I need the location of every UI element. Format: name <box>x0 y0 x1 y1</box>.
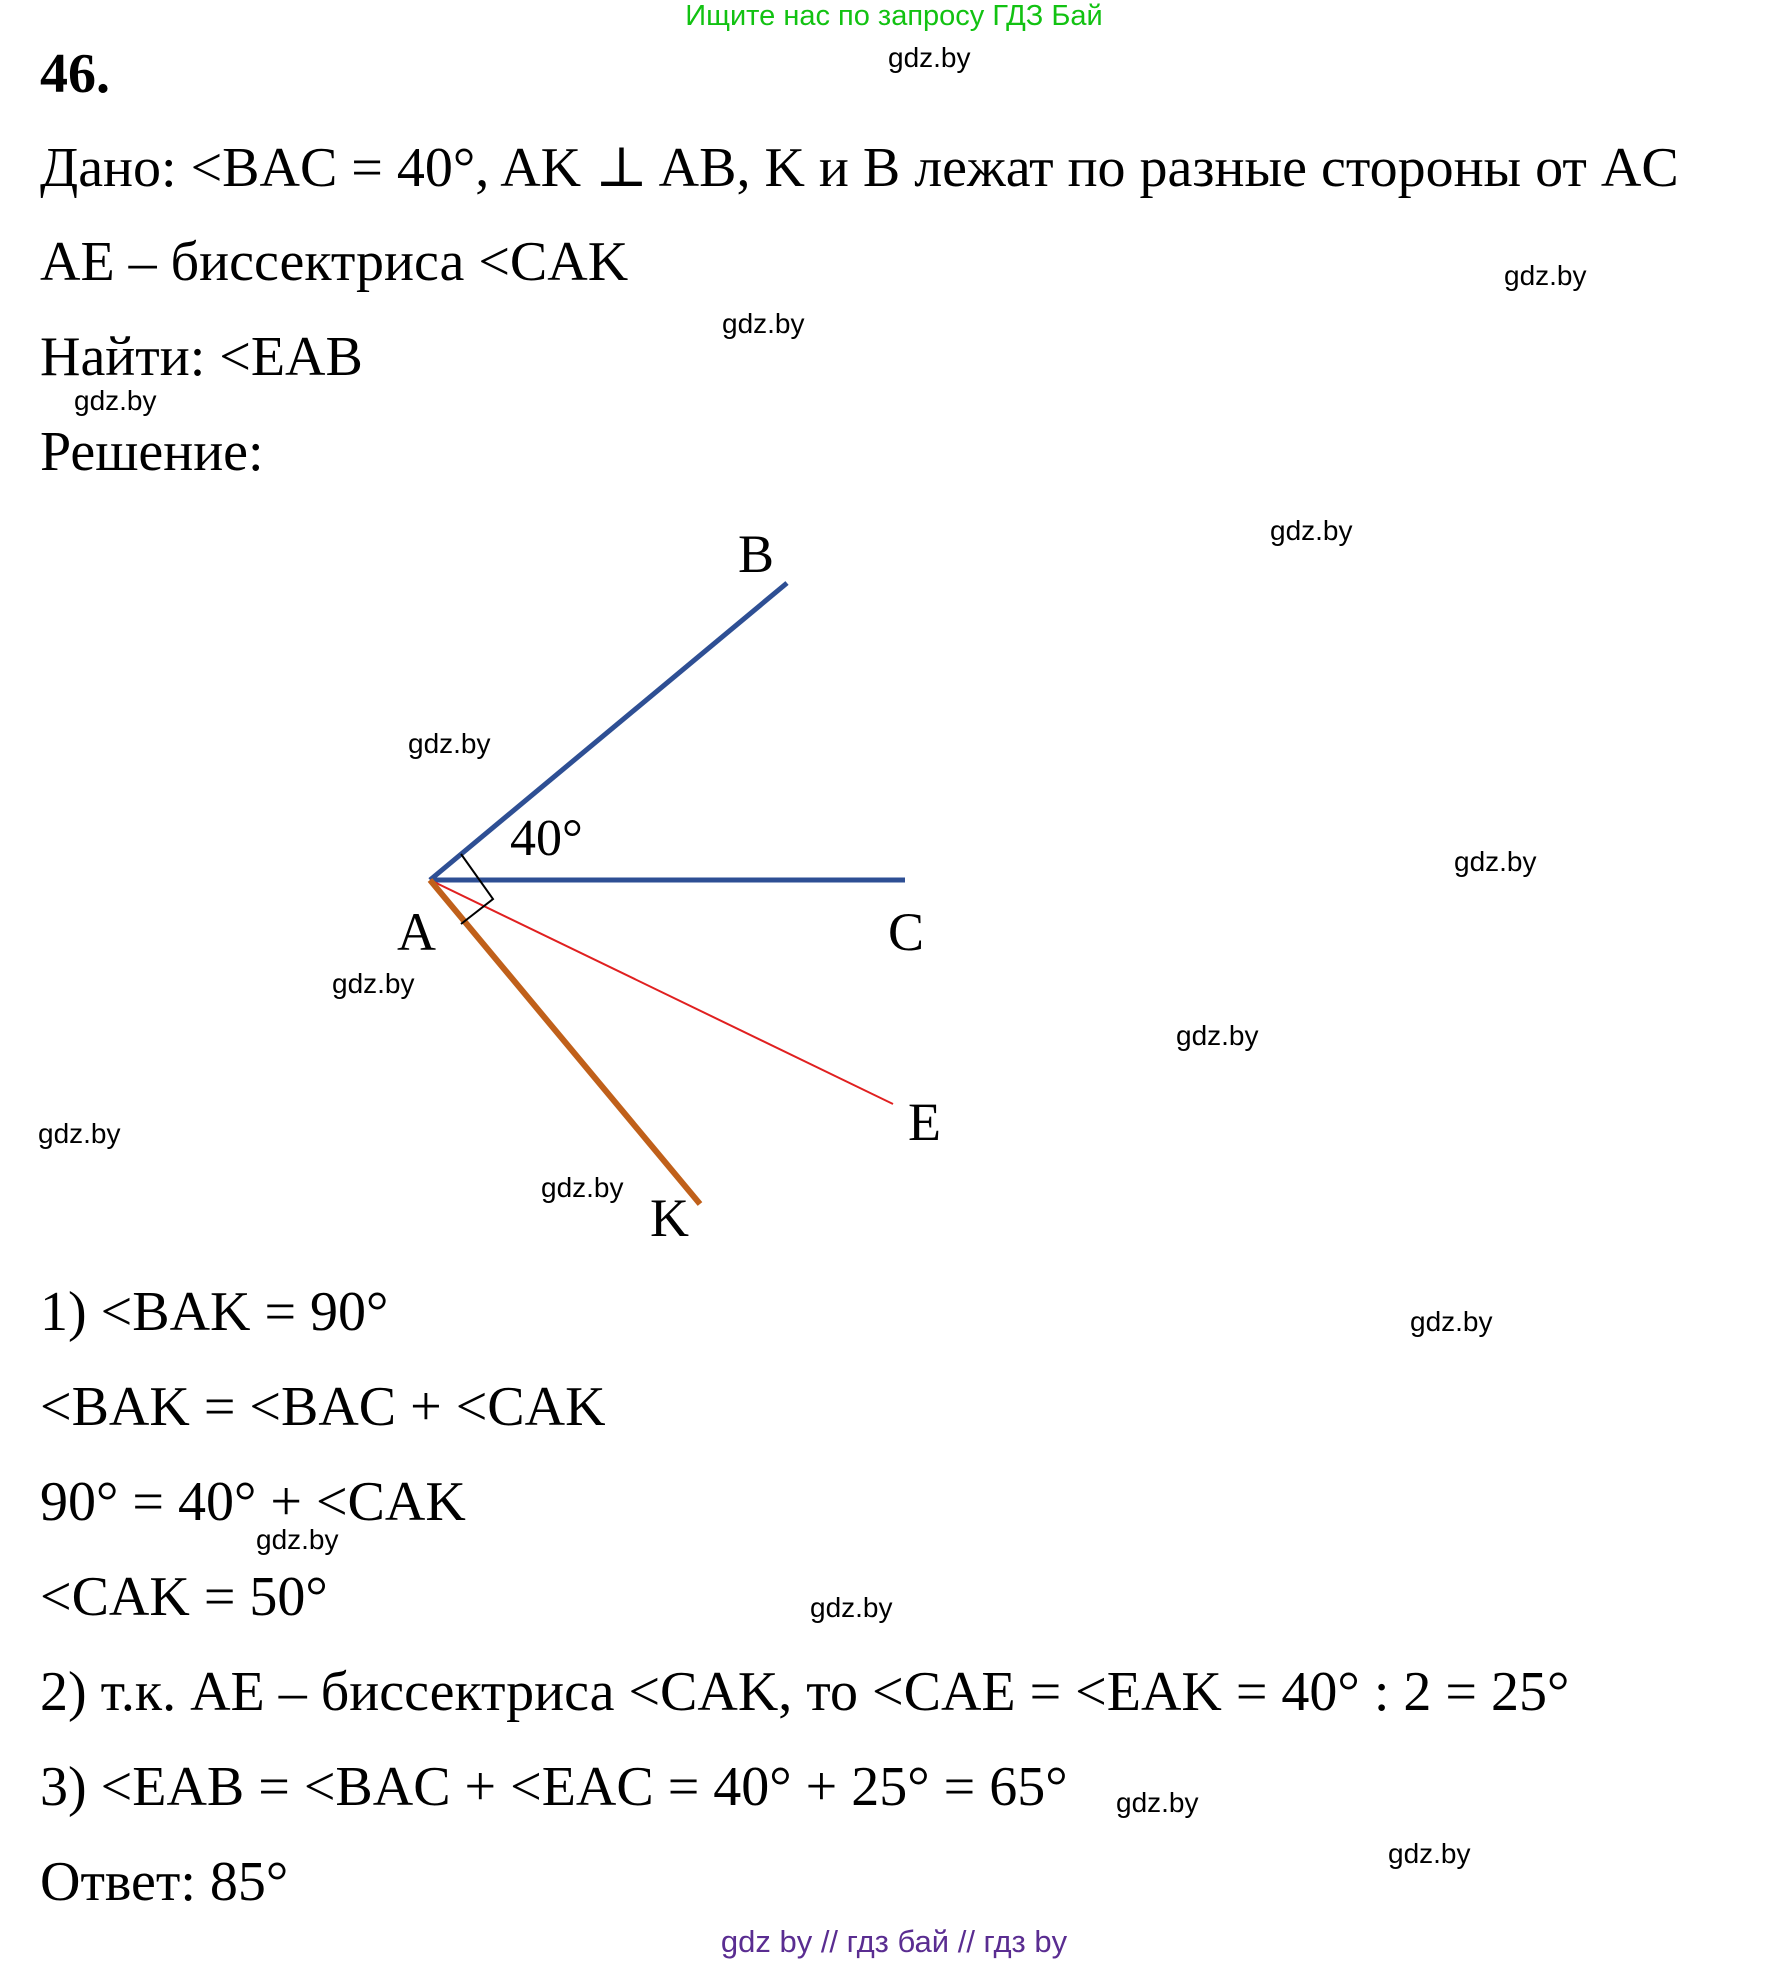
ray-ae <box>430 880 893 1104</box>
label-k: K <box>650 1188 689 1248</box>
step-1c: 90° = 40° + <CAK <box>40 1471 466 1533</box>
watermark: gdz.by <box>1176 1020 1259 1051</box>
banner: Ищите нас по запросу ГДЗ Бай <box>685 0 1103 32</box>
step-2: 2) т.к. AE – биссектриса <CAK, то <CAE = <EAK = 40° : 2 = 25° <box>40 1661 1570 1723</box>
watermark: gdz.by <box>1116 1787 1199 1818</box>
given-line-1: Дано: <BAC = 40°, AK ⊥ AB, K и B лежат по разные стороны от AC <box>40 137 1679 199</box>
step-1d: <CAK = 50° <box>40 1566 328 1628</box>
label-e: E <box>908 1092 941 1152</box>
watermark: gdz.by <box>38 1118 121 1149</box>
step-1a: 1) <BAK = 90° <box>40 1281 389 1343</box>
label-c: C <box>888 902 925 962</box>
watermark: gdz.by <box>722 308 805 339</box>
label-a: A <box>397 902 436 962</box>
answer: Ответ: 85° <box>40 1851 289 1913</box>
find-line: Найти: <EAB <box>40 326 363 388</box>
given-line-2: AE – биссектриса <CAK <box>40 231 629 293</box>
watermark: gdz.by <box>1270 515 1353 546</box>
label-b: B <box>738 524 775 584</box>
watermark: gdz.by <box>810 1592 893 1623</box>
watermark: gdz.by <box>256 1524 339 1555</box>
step-3: 3) <EAB = <BAC + <EAC = 40° + 25° = 65° <box>40 1756 1068 1818</box>
problem-number: 46. <box>40 43 110 105</box>
step-1b: <BAK = <BAC + <CAK <box>40 1376 606 1438</box>
watermark: gdz.by <box>74 385 157 416</box>
right-angle-mark <box>461 854 493 924</box>
footer: gdz by // гдз бай // гдз by <box>720 1924 1068 1959</box>
watermark: gdz.by <box>888 42 971 73</box>
watermark: gdz.by <box>541 1172 624 1203</box>
watermark: gdz.by <box>408 728 491 759</box>
angle-label: 40° <box>510 810 583 867</box>
watermark: gdz.by <box>1454 846 1537 877</box>
watermark: gdz.by <box>1410 1306 1493 1337</box>
ray-ak <box>430 880 700 1204</box>
watermark: gdz.by <box>332 968 415 999</box>
solution-label: Решение: <box>40 421 264 483</box>
watermark: gdz.by <box>1504 260 1587 291</box>
watermark: gdz.by <box>1388 1838 1471 1869</box>
